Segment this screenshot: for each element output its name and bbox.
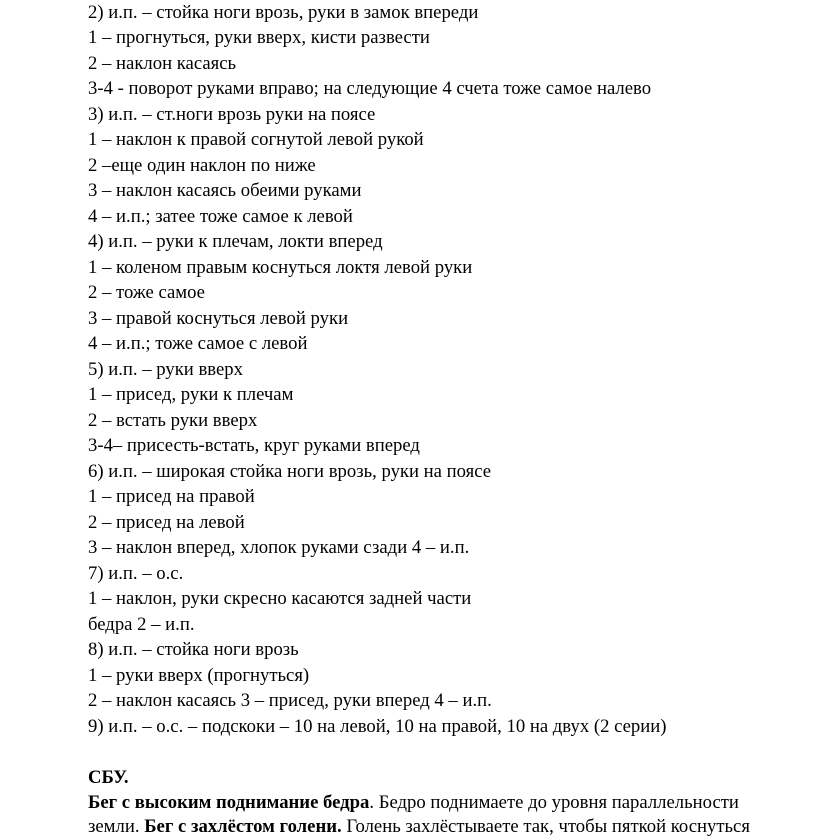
- text-line: 3) и.п. – ст.ноги врозь руки на поясе: [88, 104, 376, 125]
- section-title: СБУ.: [88, 767, 129, 788]
- text-line: 3-4 - поворот руками вправо; на следующие 4 счета тоже самое налево: [88, 78, 652, 99]
- paragraph-text: . Бедро поднимаете до уровня параллельности: [369, 792, 739, 813]
- text-line: 1 – коленом правым коснуться локтя левой руки: [88, 257, 473, 278]
- text-line: 6) и.п. – широкая стойка ноги врозь, руки на поясе: [88, 461, 492, 482]
- text-line: 3 – наклон вперед, хлопок руками сзади 4 – и.п.: [88, 537, 470, 558]
- text-line: 7) и.п. – о.с.: [88, 563, 184, 584]
- text-line: 1 – руки вверх (прогнуться): [88, 665, 310, 686]
- text-line: 2 –еще один наклон по ниже: [88, 155, 316, 176]
- bold-term: Бег с высоким поднимание бедра: [88, 792, 370, 813]
- paragraph-line: [88, 816, 750, 838]
- text-line: 8) и.п. – стойка ноги врозь: [88, 639, 299, 660]
- paragraph-text: земли.: [88, 816, 145, 837]
- text-line: 4) и.п. – руки к плечам, локти вперед: [88, 231, 383, 252]
- text-line: 2 – встать руки вверх: [88, 410, 258, 431]
- text-line: 3 – правой коснуться левой руки: [88, 308, 349, 329]
- text-line: 2) и.п. – стойка ноги врозь, руки в замок впереди: [88, 2, 479, 23]
- text-line: 1 – наклон к правой согнутой левой рукой: [88, 129, 424, 150]
- text-line: 2 – тоже самое: [88, 282, 205, 303]
- text-line: 9) и.п. – о.с. – подскоки – 10 на левой, 10 на правой, 10 на двух (2 серии): [88, 716, 667, 737]
- text-line: бедра 2 – и.п.: [88, 614, 195, 635]
- bold-term: Бег с захлёстом голени.: [144, 816, 342, 837]
- text-line: 1 – наклон, руки скресно касаются задней части: [88, 588, 472, 609]
- text-line: 1 – присед на правой: [88, 486, 255, 507]
- text-line: 4 – и.п.; тоже самое с левой: [88, 333, 308, 354]
- paragraph-line: [88, 792, 739, 814]
- text-line: 3-4– присесть-встать, круг руками вперед: [88, 435, 420, 456]
- paragraph-text: Голень захлёстываете так, чтобы пяткой коснуться: [341, 816, 750, 837]
- text-line: 2 – наклон касаясь 3 – присед, руки вперед 4 – и.п.: [88, 690, 492, 711]
- text-line: 4 – и.п.; затее тоже самое к левой: [88, 206, 353, 227]
- text-line: 2 – присед на левой: [88, 512, 245, 533]
- text-line: 2 – наклон касаясь: [88, 53, 237, 74]
- text-line: 1 – присед, руки к плечам: [88, 384, 294, 405]
- text-line: 3 – наклон касаясь обеими руками: [88, 180, 362, 201]
- text-line: 5) и.п. – руки вверх: [88, 359, 243, 380]
- text-line: 1 – прогнуться, руки вверх, кисти развести: [88, 27, 430, 48]
